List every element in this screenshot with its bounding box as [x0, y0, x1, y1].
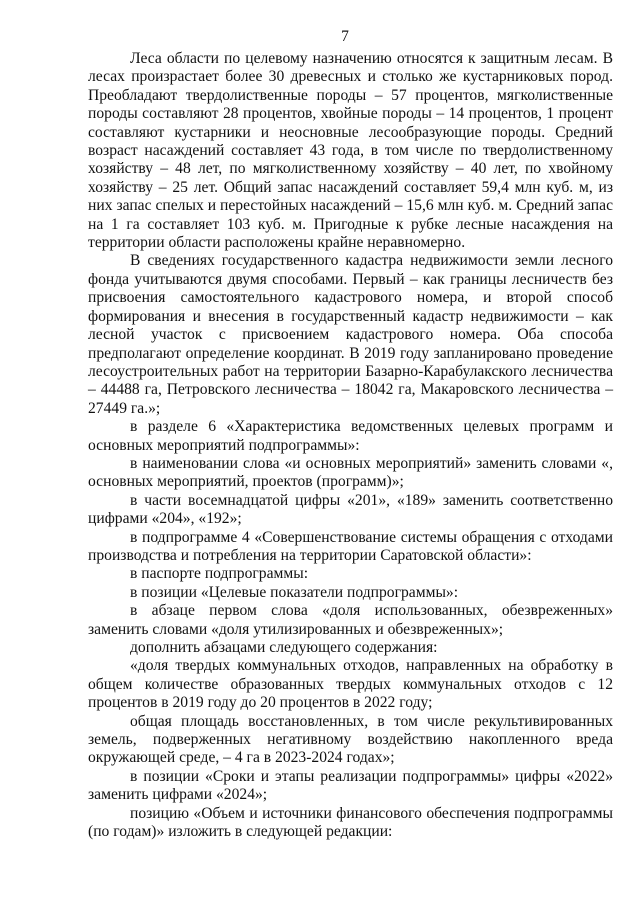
paragraph: общая площадь восстановленных, в том числе рекультивированных земель, подверженных негативному воздействию накопленного вреда окружающей среде, – 4 га в 2023-2024 годах»;	[88, 712, 613, 767]
paragraph: в части восемнадцатой цифры «201», «189» заменить соответственно цифрами «204», «192»;	[88, 491, 613, 528]
paragraph: в позиции «Целевые показатели подпрограммы»:	[130, 583, 459, 601]
paragraph: позицию «Объем и источники финансового обеспечения подпрограммы (по годам)» изложить в следующей редакции:	[88, 804, 613, 841]
document-body	[88, 50, 613, 841]
paragraph: в абзаце первом слова «доля использованных, обезвреженных» заменить словами «доля утилизированных и обезвреженных»;	[88, 602, 613, 638]
paragraph: в подпрограмме 4 «Совершенствование системы обращения с отходами производства и потребления на территории Саратовской области»:	[88, 528, 613, 564]
page-number: 7	[341, 28, 349, 45]
paragraph: в разделе 6 «Характеристика ведомственных целевых программ и основных мероприятий подпрограммы»:	[88, 418, 613, 454]
paragraph: «доля твердых коммунальных отходов, направленных на обработку в общем количестве образованных твердых коммунальных отходов с 12 процентов в 2019 году до 20 процентов в 2022 году;	[88, 657, 613, 712]
paragraph: в паспорте подпрограммы:	[130, 565, 309, 583]
paragraph: дополнить абзацами следующего содержания:	[130, 639, 438, 656]
paragraph: в наименовании слова «и основных мероприятий» заменить словами «, основных мероприятий, проектов (программ)»;	[88, 454, 613, 491]
paragraph: В сведениях государственного кадастра недвижимости земли лесного фонда учитываются двумя способами. Первый – как границы лесничеств без присвоения самостоятельного кадастрового номера, и второй способ формирования и внесения в государственный кадастр недвижимости – как лесной участок с присвоением кадастрового номера. Оба способа предполагают определение координат. В 2019 году запланировано проведение лесоустроительных работ на территории Базарно-Карабулакского лесничества – 44488 га, Петровского лесничества – 18042 га, Макаровского лесничества – 27449 га.»;	[88, 252, 613, 417]
paragraph: Леса области по целевому назначению относятся к защитным лесам. В лесах произрастает более 30 древесных и столько же кустарниковых пород. Преобладают твердолиственные породы – 57 процентов, мягколиственные породы составляют 28 процентов, хвойные породы – 14 процентов, 1 процент составляют кустарники и неосновные лесообразующие породы. Средний возраст насаждений составляет 43 года, в том числе по твердолиственному хозяйству – 48 лет, по мягколиственному хозяйству – 40 лет, по хвойному хозяйству – 25 лет. Общий запас насаждений составляет 59,4 млн куб. м, из них запас спелых и перестойных насаждений – 15,6 млн куб. м. Средний запас на 1 га составляет 103 куб. м. Пригодные к рубке лесные насаждения на территории области расположены крайне неравномерно.	[88, 50, 613, 252]
paragraph: в позиции «Сроки и этапы реализации подпрограммы» цифры «2022» заменить цифрами «2024»;	[88, 767, 613, 804]
